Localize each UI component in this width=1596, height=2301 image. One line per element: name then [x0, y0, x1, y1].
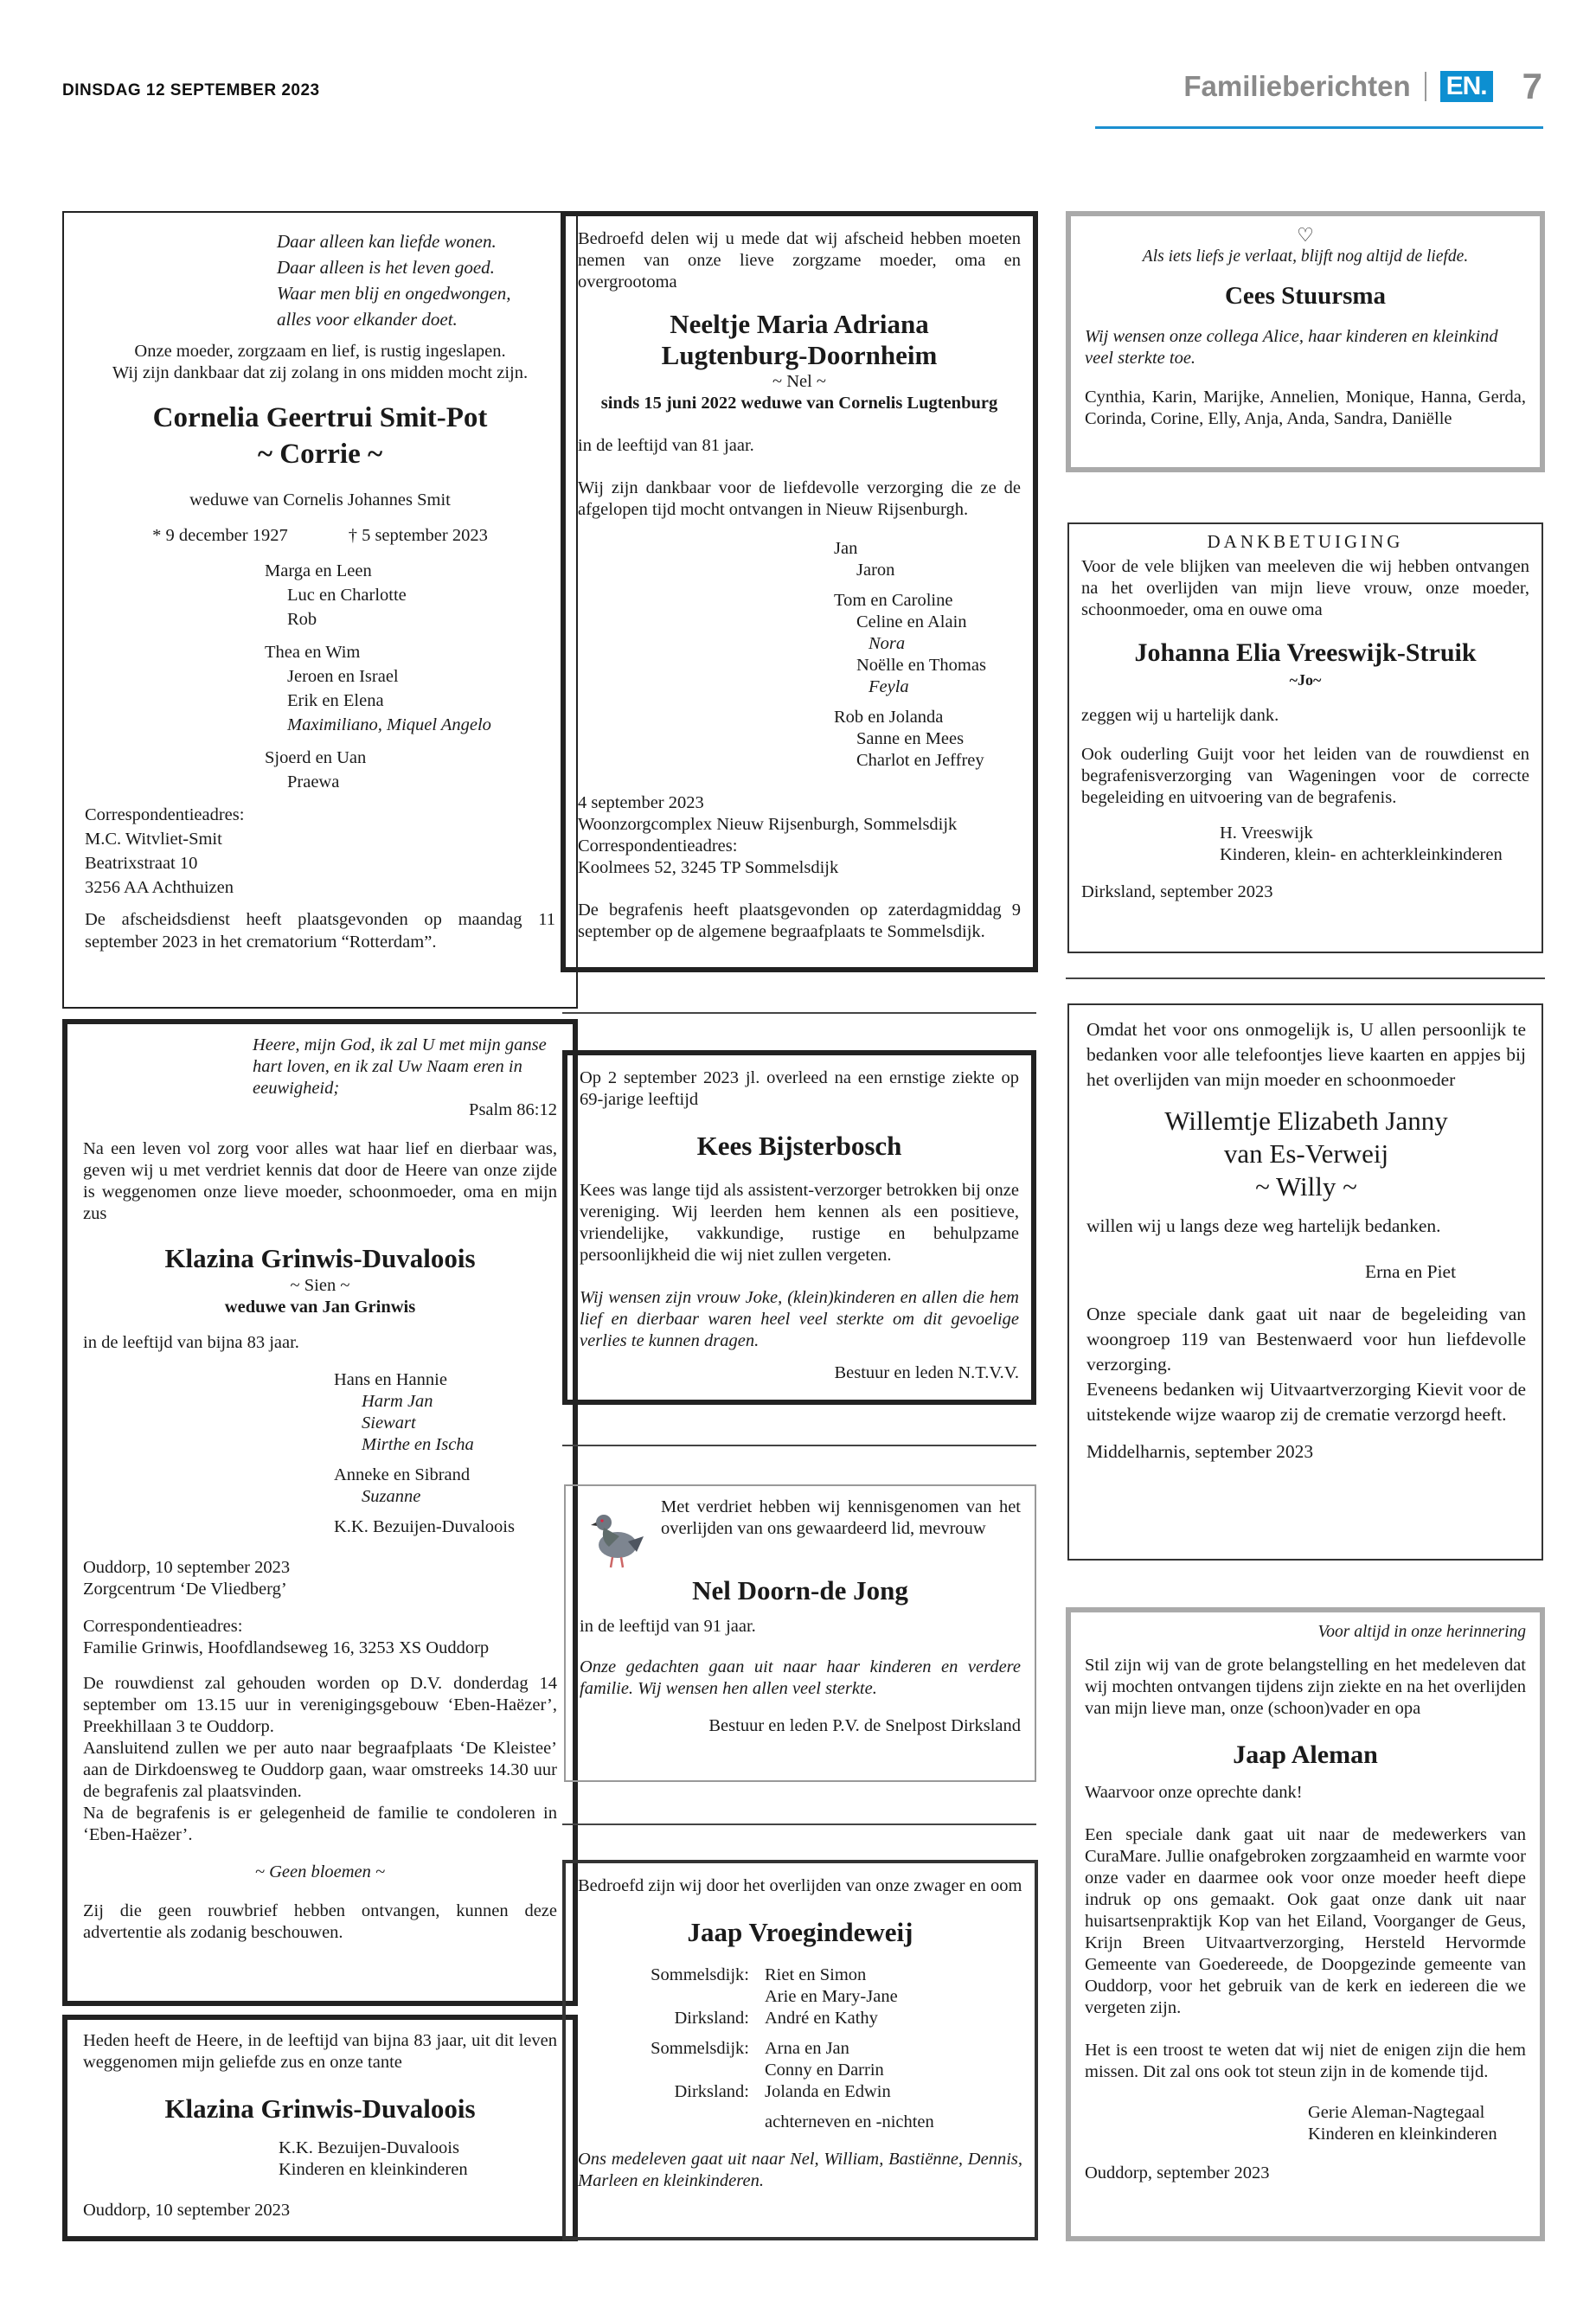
place-label: [611, 2112, 749, 2133]
kievit-thanks: Eveneens bedanken wij Uitvaartverzorging Kievit voor de uitstekende wijze waarop zij de crematie verzorgd heeft.: [1086, 1379, 1526, 1425]
notice-aleman: [1066, 1607, 1545, 2241]
intro: Met verdriet hebben wij kennisgenomen van het overlijden van ons gewaardeerd lid, mevrouw: [661, 1497, 1021, 1538]
place-date: Ouddorp, september 2023: [1085, 2163, 1270, 2182]
burial-text: Aansluitend zullen we per auto naar begraafplaats ‘De Kleistee’ aan de Dirkdoensweg te Ouddorp gaan, waar omstreeks 14.30 uur de begrafenis zal plaatsvinden.: [83, 1739, 557, 1801]
family-member: Sjoerd en Uan: [265, 748, 367, 767]
family-member: Hans en Hannie: [334, 1370, 447, 1389]
poem-line: Waar men blij en ongedwongen,: [277, 283, 511, 304]
intro: Heden heeft de Heere, in de leeftijd van bijna 83 jaar, uit dit leven weggenomen mijn geliefde zus en onze tante: [83, 2031, 557, 2072]
address-line: M.C. Witvliet-Smit: [85, 830, 222, 849]
family-member: Rob en Jolanda: [834, 708, 944, 727]
family-list: [334, 1369, 557, 1538]
address-line: 3256 AA Achthuizen: [85, 878, 234, 897]
family-member: Praewa: [287, 772, 340, 792]
column-rule: [562, 1012, 1036, 1014]
life-dates: [85, 525, 555, 547]
family-member: Siewart: [362, 1413, 416, 1433]
address-line: Familie Grinwis, Hoofdlandseweg 16, 3253 XS Ouddorp: [83, 1638, 490, 1657]
elder-text: Ook ouderling Guijt voor het leiden van de rouwdienst en begrafenisverzorging van Wageningen voor de correcte begeleiding en uitvoering van de begrafenis.: [1081, 745, 1529, 807]
age-line: in de leeftijd van bijna 83 jaar.: [83, 1333, 299, 1352]
notice-grinwis-2: [62, 2015, 578, 2241]
family-member: Nora: [869, 634, 906, 653]
widow-line: sinds 15 juni 2022 weduwe van Cornelis Lugtenburg: [600, 394, 998, 413]
condolence-text: Na de begrafenis is er gelegenheid de familie te condoleren in ‘Eben-Haëzer’.: [83, 1804, 557, 1844]
place-label: [611, 2060, 749, 2081]
intro-line: Onze moeder, zorgzaam en lief, is rustig ingeslapen.: [134, 342, 506, 361]
deceased-name: Klazina Grinwis-Duvaloois: [164, 2093, 476, 2124]
deceased-name: Nel Doorn-de Jong: [692, 1575, 908, 1606]
family-table: [611, 1965, 1022, 2133]
poem-line: Daar alleen is het leven goed.: [277, 257, 495, 278]
thanks-text: Wij zijn dankbaar voor de liefdevolle verzorging die ze de afgelopen tijd mocht ontvangen in Nieuw Rijsenburgh.: [578, 478, 1021, 519]
signatory: Bestuur en leden N.T.V.V.: [834, 1363, 1019, 1382]
place-line: Woonzorgcomplex Nieuw Rijsenburgh, Sommelsdijk: [578, 815, 958, 834]
address-label: Correspondentieadres:: [83, 1617, 243, 1636]
family-member: André en Kathy: [765, 2009, 878, 2028]
place-date: [578, 792, 1021, 879]
address-line: Koolmees 52, 3245 TP Sommelsdijk: [578, 858, 839, 877]
notice-stuursma: [1066, 211, 1545, 472]
deceased-name: Cornelia Geertrui Smit-Pot: [152, 402, 488, 433]
family-member: Luc en Charlotte: [287, 586, 407, 605]
place-label: Dirksland:: [674, 2082, 749, 2101]
column-rule: [562, 1445, 1036, 1446]
page-date: DINSDAG 12 SEPTEMBER 2023: [62, 81, 320, 99]
deceased-name-last: van Es-Verweij: [1223, 1138, 1389, 1169]
deceased-name: Cees Stuursma: [1224, 282, 1387, 310]
family-member: Tom en Caroline: [834, 591, 953, 610]
deceased-name-last: Lugtenburg-Doornheim: [661, 340, 938, 370]
family-member: Noëlle en Thomas: [856, 656, 986, 675]
quote: Als iets liefs je verlaat, blijft nog altijd de liefde.: [1142, 247, 1469, 266]
deceased-name-first: Willemtje Elizabeth Janny: [1164, 1106, 1448, 1136]
family-member: Jolanda en Edwin: [765, 2082, 891, 2101]
thanks-text: Waarvoor onze oprechte dank!: [1085, 1783, 1303, 1802]
family-member: Arna en Jan: [765, 2039, 849, 2058]
family-list: [265, 559, 555, 794]
poem-line: alles voor elkander doet.: [277, 309, 458, 330]
widow-line: weduwe van Jan Grinwis: [224, 1298, 416, 1317]
comfort-text: Het is een troost te weten dat wij niet de enigen zijn die hem missen. Dit zal ons ook tot steun zijn in de komende tijd.: [1085, 2041, 1526, 2081]
intro: Op 2 september 2023 jl. overleed na een ernstige ziekte op 69-jarige leeftijd: [580, 1068, 1019, 1109]
family-member: achterneven en -nichten: [765, 2112, 934, 2131]
notice-es-verweij: [1067, 1003, 1543, 1561]
deceased-name-first: Neeltje Maria Adriana: [670, 309, 929, 339]
signatories: [1220, 823, 1529, 866]
wish-text: Onze gedachten gaan uit naar haar kinderen en verdere familie. Wij wensen hen allen veel sterkte.: [580, 1657, 1021, 1698]
family-member: Jeroen en Israel: [287, 667, 399, 686]
service-text: De afscheidsdienst heeft plaatsgevonden op maandag 11 september 2023 in het crematorium “Rotterdam”.: [85, 910, 555, 952]
deceased-nickname: ~Jo~: [1289, 671, 1322, 689]
deceased-nickname: ~ Nel ~: [772, 372, 827, 391]
bible-verse: Heere, mijn God, ik zal U met mijn ganse hart loven, en ik zal Uw Naam eren in eeuwigheid;: [253, 1035, 547, 1098]
place-label: Dirksland:: [674, 2009, 749, 2028]
section-title: Familieberichten: [1183, 70, 1411, 102]
special-thanks: Een speciale dank gaat uit naar de medewerkers van CuraMare. Jullie onafgebroken zorgzaamheid en warmte voor onze vader en daarmee ook voor onze moeder heeft diepe indruk op ons gemaakt. Ook gaat onze dank uit naar huisartsenpraktijk Kop van het Eiland, Voorganger de Geus, Krijn Breen Uitvaartverzorging, Hersteld Hervormde Gemeente van Goedereede, de Doopgezinde gemeente van Ouddorp, voor het gebruik van de kerk en iedereen die we vergeten zijn.: [1085, 1825, 1526, 2017]
correspondence-address: [85, 803, 555, 900]
death-date: † 5 september 2023: [348, 526, 488, 545]
thanks-text: willen wij u langs deze weg hartelijk bedanken.: [1086, 1215, 1441, 1236]
intro: [85, 341, 555, 384]
page-number: 7: [1522, 66, 1542, 106]
place-label: [611, 1986, 749, 2008]
wish-text: Wij wensen onze collega Alice, haar kinderen en kleinkind veel sterkte toe.: [1085, 327, 1498, 368]
page-header: [1183, 66, 1542, 107]
header-divider: [1425, 72, 1426, 101]
widow-line: weduwe van Cornelis Johannes Smit: [189, 490, 451, 510]
intro: Na een leven vol zorg voor alles wat haar lief en dierbaar was, geven wij u met verdriet kennis dat door de Heere van onze zijde is weggenomen onze lieve moeder, schoonmoeder, oma en mijn zus: [83, 1139, 557, 1223]
notice-bijsterbosch: [562, 1050, 1036, 1405]
thanks-text: zeggen wij u hartelijk dank.: [1081, 706, 1279, 725]
family-member: Erik en Elena: [287, 691, 384, 710]
signatories: [1308, 2102, 1526, 2145]
family-member: Celine en Alain: [856, 612, 967, 631]
wish-text: Ons medeleven gaat uit naar Nel, William, Bastiënne, Dennis, Marleen en kleinkinderen.: [578, 2150, 1022, 2190]
place-date: Middelharnis, september 2023: [1086, 1441, 1314, 1462]
body-text: Kees was lange tijd als assistent-verzorger betrokken bij onze vereniging. Wij leerden hem kennen als een positieve, vriendelijke, vakkundige, rustige en behulpzame persoonlijkheid die wij niet zullen vergeten.: [580, 1181, 1019, 1265]
no-flowers: ~ Geen bloemen ~: [254, 1862, 386, 1881]
family-member: Marga en Leen: [265, 561, 372, 580]
wish-text: Wij wensen zijn vrouw Joke, (klein)kinderen en allen die hem lief en dierbaar waren heel veel sterkte om dit gevoelige verlies te kunnen dragen.: [580, 1288, 1019, 1350]
family-member: Feyla: [869, 677, 909, 696]
quote: Voor altijd in onze herinnering: [1317, 1623, 1526, 1641]
family-member: Riet en Simon: [765, 1965, 867, 1984]
intro: Bedroefd zijn wij door het overlijden van onze zwager en oom: [578, 1876, 1022, 1895]
notice-smit-pot: [62, 211, 578, 1009]
deceased-name: Kees Bijsterbosch: [696, 1131, 902, 1161]
birth-date: * 9 december 1927: [152, 526, 288, 545]
newspaper-logo: EN.: [1440, 71, 1493, 102]
deceased-name: Jaap Aleman: [1233, 1740, 1378, 1769]
deceased-name: Jaap Vroegindeweij: [687, 1917, 913, 1947]
family-member: Jan: [834, 539, 858, 558]
family-list: [834, 538, 1021, 772]
address-line: Correspondentieadres:: [85, 805, 245, 824]
family-member: Anneke en Sibrand: [334, 1465, 471, 1484]
deceased-name: Klazina Grinwis-Duvaloois: [164, 1243, 476, 1273]
deceased-nickname: ~ Sien ~: [290, 1276, 350, 1295]
column-rule: [1066, 977, 1545, 979]
pigeon-icon: [585, 1502, 645, 1571]
place-label: Sommelsdijk:: [651, 1965, 749, 1984]
poem-line: Daar alleen kan liefde wonen.: [277, 231, 497, 252]
signatory: Gerie Aleman-Nagtegaal: [1308, 2103, 1485, 2122]
poem: [277, 228, 555, 332]
signatory: Kinderen en kleinkinderen: [1308, 2125, 1497, 2144]
intro: Omdat het voor ons onmogelijk is, U allen persoonlijk te bedanken voor alle telefoontjes lieve kaarten en appjes bij het overlijden van mijn moeder en schoonmoeder: [1086, 1019, 1526, 1090]
signatory: Kinderen, klein- en achterkleinkinderen: [1220, 845, 1503, 864]
signatory: K.K. Bezuijen-Duvaloois: [279, 2138, 459, 2157]
intro: Bedroefd delen wij u mede dat wij afscheid hebben moeten nemen van onze lieve zorgzame moeder, oma en overgrootoma: [578, 229, 1021, 292]
family-member: Mirthe en Ischa: [362, 1435, 474, 1454]
place-date: Dirksland, september 2023: [1081, 882, 1273, 901]
deceased-nickname: ~ Corrie ~: [257, 439, 383, 470]
signatory: Erna en Piet: [1365, 1261, 1457, 1282]
signatory: Kinderen en kleinkinderen: [279, 2160, 468, 2179]
deceased-nickname: ~ Willy ~: [1255, 1171, 1357, 1202]
place-date: Ouddorp, 10 september 2023: [83, 2201, 291, 2220]
heading: DANKBETUIGING: [1207, 531, 1404, 552]
deceased-name: Johanna Elia Vreeswijk-Struik: [1134, 638, 1477, 667]
family-member: Charlot en Jeffrey: [856, 751, 984, 770]
notice-vroegindeweij: [562, 1860, 1038, 2240]
signatory: H. Vreeswijk: [1220, 824, 1313, 843]
service-text: De rouwdienst zal gehouden worden op D.V. donderdag 14 september om 13.15 uur in verenigingsgebouw ‘Eben-Haëzer’, Preekhillaan 3 te Ouddorp.: [83, 1674, 557, 1736]
notice-lugtenburg: [561, 211, 1038, 972]
header-rule: [1095, 126, 1543, 129]
family-member: Rob: [287, 610, 317, 629]
special-thanks: Onze speciale dank gaat uit naar de begeleiding van woongroep 119 van Bestenwaerd voor hun liefdevolle verzorging.: [1086, 1304, 1526, 1375]
family-member: Maximiliano, Miquel Angelo: [287, 715, 491, 734]
heart-icon: ♡: [1297, 224, 1314, 246]
family-member: Arie en Mary-Jane: [765, 1987, 898, 2006]
place-label: Sommelsdijk:: [651, 2039, 749, 2058]
notice-vreeswijk: [1067, 522, 1543, 953]
funeral-details: [83, 1673, 557, 1846]
signatory: Bestuur en leden P.V. de Snelpost Dirksland: [708, 1716, 1021, 1735]
age-line: in de leeftijd van 81 jaar.: [578, 436, 754, 455]
place-line: Ouddorp, 10 september 2023: [83, 1558, 291, 1577]
signatories: [279, 2138, 557, 2181]
intro: Stil zijn wij van de grote belangstelling en het medeleven dat wij mochten ontvangen tijdens zijn ziekte en na het overlijden van mijn lieve man, onze (schoon)vader en opa: [1085, 1656, 1526, 1718]
date-line: 4 september 2023: [578, 793, 704, 812]
correspondence-address: [83, 1616, 557, 1659]
family-member: K.K. Bezuijen-Duvaloois: [334, 1517, 515, 1536]
address-line: Beatrixstraat 10: [85, 854, 198, 873]
intro: Voor de vele blijken van meeleven die wij hebben ontvangen na het overlijden van mijn lieve vrouw, onze moeder, schoonmoeder, oma en ouwe oma: [1081, 557, 1529, 619]
family-member: Sanne en Mees: [856, 729, 965, 748]
family-member: Conny en Darrin: [765, 2061, 884, 2080]
colleagues: Cynthia, Karin, Marijke, Annelien, Monique, Hanna, Gerda, Corinda, Corine, Elly, Anja, Anda, Sandra, Daniëlle: [1085, 388, 1526, 428]
column-rule: [562, 1823, 1036, 1825]
place-date: [83, 1557, 557, 1600]
family-member: Jaron: [856, 561, 895, 580]
family-member: Thea en Wim: [265, 643, 361, 662]
intro-line: Wij zijn dankbaar dat zij zolang in ons midden mocht zijn.: [112, 363, 529, 382]
age-line: in de leeftijd van 91 jaar.: [580, 1617, 756, 1636]
funeral-text: De begrafenis heeft plaatsgevonden op zaterdagmiddag 9 september op de algemene begraafplaats te Sommelsdijk.: [578, 901, 1021, 941]
verse-reference: Psalm 86:12: [469, 1100, 557, 1119]
address-label: Correspondentieadres:: [578, 836, 738, 856]
no-letter-text: Zij die geen rouwbrief hebben ontvangen, kunnen deze advertentie als zodanig beschouwen.: [83, 1901, 557, 1942]
notice-grinwis-1: [62, 1019, 578, 2006]
place-line: Zorgcentrum ‘De Vliedberg’: [83, 1580, 287, 1599]
family-member: Suzanne: [362, 1487, 421, 1506]
family-member: Harm Jan: [362, 1392, 433, 1411]
notice-doorn: [564, 1484, 1036, 1782]
